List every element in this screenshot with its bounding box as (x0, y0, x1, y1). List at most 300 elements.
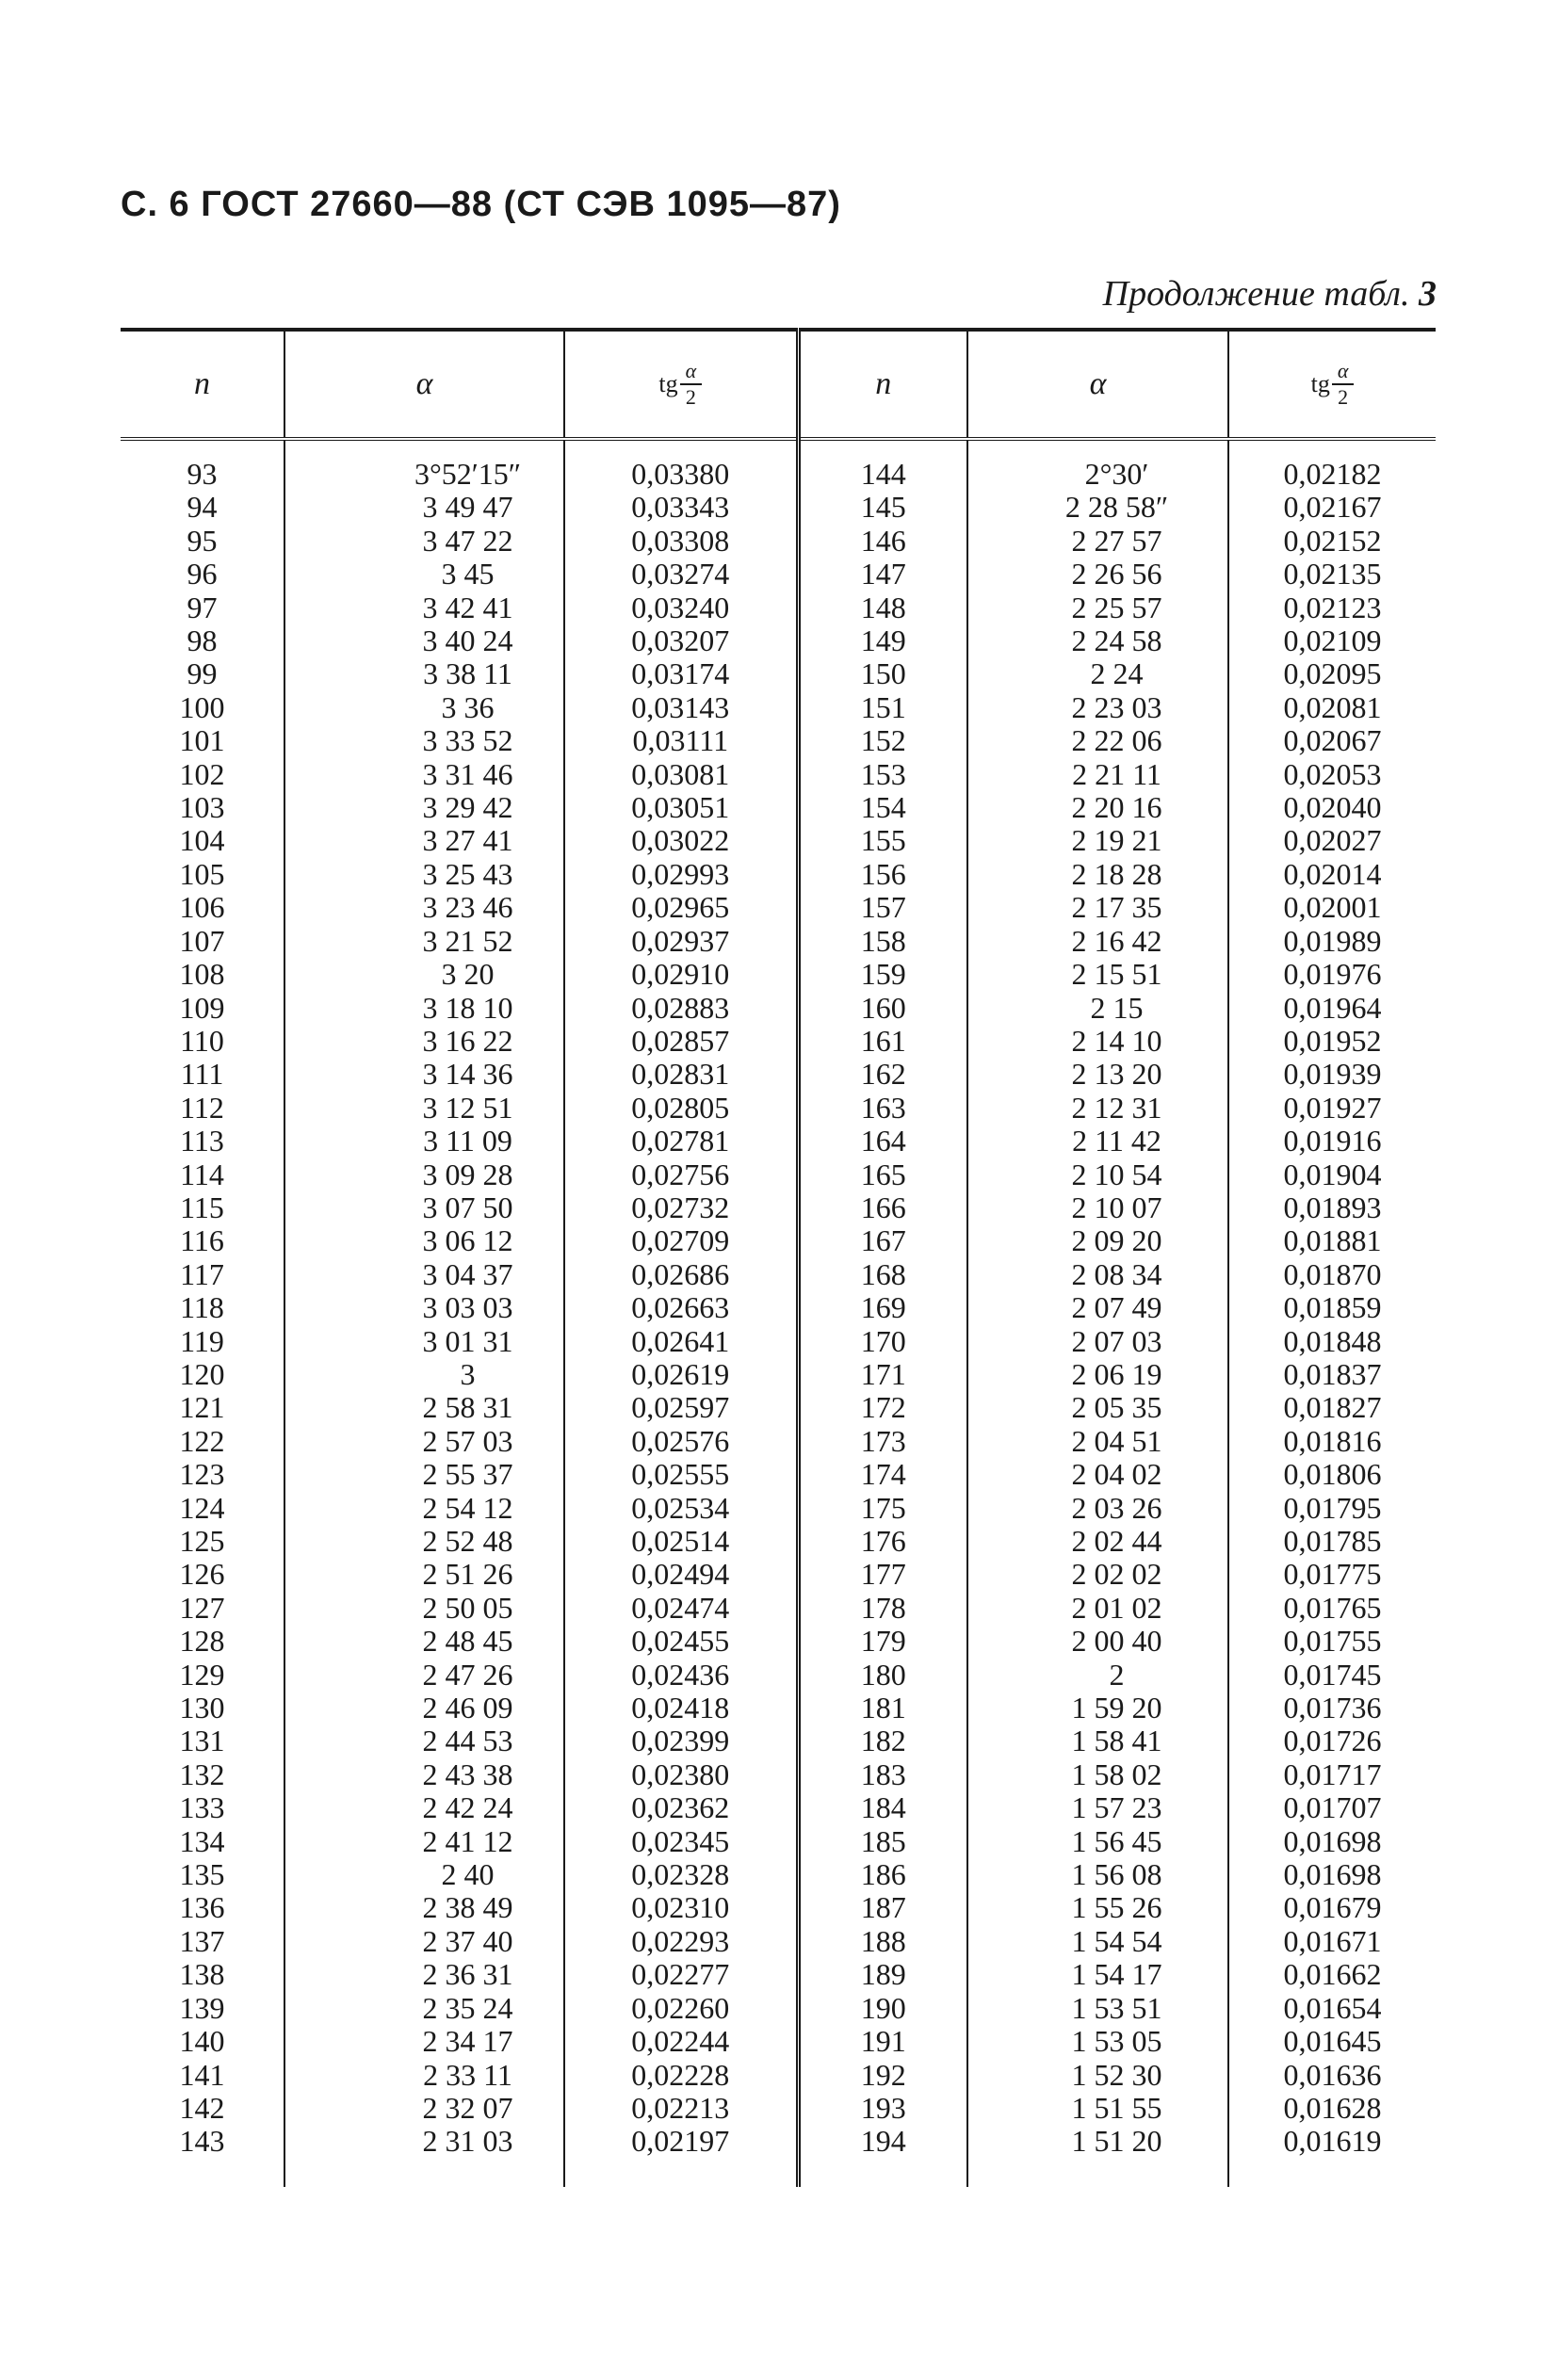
cell-tg-left: 0,02663 (564, 1291, 798, 1324)
cell-tg-right: 0,01755 (1283, 1624, 1382, 1659)
table-row (121, 2125, 1436, 2186)
cell-n-right: 187 (798, 1891, 967, 1924)
cell-alpha-left: 2 50 05 (284, 1592, 564, 1625)
table-row (121, 657, 1436, 690)
cell-tg-right: 0,01717 (1283, 1757, 1382, 1791)
cell-alpha-left: 3 12 51 (284, 1092, 564, 1125)
cell-tg-left: 0,02514 (564, 1525, 798, 1558)
cell-tg-left: 0,02686 (564, 1258, 798, 1291)
table-row (121, 891, 1436, 924)
cell-n-left: 105 (121, 858, 284, 891)
cell-alpha-left: 2 36 31 (284, 1958, 564, 1991)
table-row (121, 1825, 1436, 1858)
cell-tg-left: 0,02213 (564, 2092, 798, 2125)
cell-n-right: 173 (798, 1425, 967, 1458)
cell-alpha-left: 3 40 24 (284, 624, 564, 657)
table-row (121, 691, 1436, 724)
cell-tg-right: 0,02001 (1283, 890, 1382, 925)
cell-n-left: 142 (121, 2092, 284, 2125)
cell-tg-left: 0,02641 (564, 1325, 798, 1358)
table-caption (1103, 273, 1437, 315)
cell-alpha-right: 2°30′ (967, 439, 1228, 491)
cell-n-left: 103 (121, 791, 284, 824)
cell-alpha-right: 1 56 08 (967, 1858, 1228, 1891)
cell-n-right: 150 (798, 657, 967, 690)
cell-tg-right: 0,01679 (1283, 1890, 1382, 1925)
cell-tg-left: 0,02494 (564, 1558, 798, 1591)
cell-tg-left: 0,03081 (564, 758, 798, 791)
cell-alpha-left: 3 27 41 (284, 824, 564, 857)
table-row (121, 1791, 1436, 1824)
cell-tg-left: 0,02277 (564, 1958, 798, 1991)
cell-tg-right: 0,01904 (1283, 1157, 1382, 1191)
cell-n-left: 100 (121, 691, 284, 724)
cell-n-left: 136 (121, 1891, 284, 1924)
cell-n-left: 119 (121, 1325, 284, 1358)
cell-alpha-left: 3 21 52 (284, 925, 564, 958)
table-header (121, 330, 1436, 439)
cell-n-right: 192 (798, 2059, 967, 2092)
cell-tg-right: 0,01765 (1283, 1590, 1382, 1625)
cell-alpha-left: 2 37 40 (284, 1925, 564, 1958)
cell-alpha-left: 2 57 03 (284, 1425, 564, 1458)
cell-tg-left: 0,02260 (564, 1992, 798, 2025)
cell-alpha-left: 3 25 43 (284, 858, 564, 891)
cell-tg-left: 0,03274 (564, 558, 798, 591)
cell-alpha-right: 2 21 11 (967, 758, 1228, 791)
cell-tg-right: 0,01698 (1283, 1823, 1382, 1858)
cell-tg-right: 0,01870 (1283, 1256, 1382, 1291)
cell-n-left: 115 (121, 1191, 284, 1224)
cell-tg-left: 0,02455 (564, 1625, 798, 1658)
cell-n-left: 102 (121, 758, 284, 791)
cell-alpha-right: 1 57 23 (967, 1791, 1228, 1824)
cell-alpha-right: 2 23 03 (967, 691, 1228, 724)
cell-alpha-right: 2 15 (967, 992, 1228, 1025)
cell-tg-left: 0,02555 (564, 1458, 798, 1491)
cell-tg-right: 0,02095 (1283, 656, 1382, 691)
cell-alpha-left: 3 18 10 (284, 992, 564, 1025)
cell-tg-right: 0,01645 (1283, 2024, 1382, 2059)
cell-alpha-left: 3 14 36 (284, 1058, 564, 1091)
table-row (121, 2059, 1436, 2092)
cell-alpha-right: 2 02 44 (967, 1525, 1228, 1558)
cell-n-left: 104 (121, 824, 284, 857)
fraction-denominator: 2 (1338, 385, 1349, 409)
table-row (121, 525, 1436, 558)
cell-n-right: 191 (798, 2025, 967, 2058)
cell-alpha-right: 2 20 16 (967, 791, 1228, 824)
table-row (121, 1258, 1436, 1291)
tg-label: tg (658, 370, 678, 397)
cell-tg-right: 0,01671 (1283, 1923, 1382, 1958)
cell-n-left: 117 (121, 1258, 284, 1291)
cell-n-right: 168 (798, 1258, 967, 1291)
cell-tg-right: 0,01859 (1283, 1290, 1382, 1325)
cell-alpha-left: 3 23 46 (284, 891, 564, 924)
cell-alpha-left: 3 49 47 (284, 491, 564, 524)
cell-tg-right: 0,01893 (1283, 1190, 1382, 1224)
cell-alpha-right: 1 53 05 (967, 2025, 1228, 2058)
cell-alpha-right: 1 55 26 (967, 1891, 1228, 1924)
cell-tg-right: 0,01964 (1283, 990, 1382, 1025)
cell-n-right: 165 (798, 1158, 967, 1191)
data-table (121, 328, 1436, 2187)
table-row (121, 791, 1436, 824)
cell-tg-right: 0,02081 (1283, 689, 1382, 724)
cell-alpha-left: 3 36 (284, 691, 564, 724)
cell-n-right: 170 (798, 1325, 967, 1358)
cell-n-right: 194 (798, 2125, 967, 2186)
cell-tg-left: 0,03111 (564, 724, 798, 757)
cell-tg-right: 0,01619 (1283, 2124, 1382, 2159)
cell-n-right: 179 (798, 1625, 967, 1658)
cell-n-right: 160 (798, 992, 967, 1025)
cell-tg-left: 0,02857 (564, 1025, 798, 1058)
cell-alpha-right: 2 07 03 (967, 1325, 1228, 1358)
cell-n-left: 130 (121, 1692, 284, 1724)
cell-tg-left: 0,02756 (564, 1158, 798, 1191)
cell-alpha-left: 3 20 (284, 958, 564, 991)
table-row (121, 1158, 1436, 1191)
cell-tg-left: 0,02228 (564, 2059, 798, 2092)
cell-n-left: 134 (121, 1825, 284, 1858)
table-row (121, 992, 1436, 1025)
cell-n-right: 155 (798, 824, 967, 857)
cell-alpha-right: 2 15 51 (967, 958, 1228, 991)
table-row (121, 2025, 1436, 2058)
table-row (121, 1058, 1436, 1091)
cell-n-left: 120 (121, 1358, 284, 1391)
cell-n-left: 122 (121, 1425, 284, 1458)
cell-tg-left: 0,02418 (564, 1692, 798, 1724)
table-row (121, 1659, 1436, 1692)
caption-text: Продолжение табл. (1102, 274, 1410, 314)
cell-alpha-left: 2 38 49 (284, 1891, 564, 1924)
cell-alpha-left: 3 16 22 (284, 1025, 564, 1058)
cell-tg-left: 0,02399 (564, 1724, 798, 1757)
cell-tg-left: 0,03051 (564, 791, 798, 824)
cell-alpha-right: 2 06 19 (967, 1358, 1228, 1391)
cell-tg-right: 0,01654 (1283, 1990, 1382, 2025)
cell-alpha-right: 2 02 02 (967, 1558, 1228, 1591)
cell-alpha-left: 3°52′15″ (284, 439, 564, 491)
cell-alpha-right: 1 51 20 (967, 2125, 1228, 2186)
page-header: С. 6 ГОСТ 27660—88 (СТ СЭВ 1095—87) (121, 185, 841, 224)
cell-n-right: 152 (798, 724, 967, 757)
table-row (121, 1992, 1436, 2025)
cell-alpha-right: 2 25 57 (967, 591, 1228, 624)
cell-n-left: 113 (121, 1125, 284, 1158)
cell-alpha-left: 2 34 17 (284, 2025, 564, 2058)
cell-alpha-left: 3 (284, 1358, 564, 1391)
cell-n-left: 133 (121, 1791, 284, 1824)
table-row (121, 1958, 1436, 1991)
cell-n-left: 128 (121, 1625, 284, 1658)
cell-tg-left: 0,02328 (564, 1858, 798, 1891)
cell-tg-left: 0,02910 (564, 958, 798, 991)
cell-n-left: 143 (121, 2125, 284, 2186)
cell-tg-left: 0,02937 (564, 925, 798, 958)
cell-tg-left: 0,03174 (564, 657, 798, 690)
cell-alpha-left: 2 43 38 (284, 1758, 564, 1791)
cell-n-left: 94 (121, 491, 284, 524)
cell-alpha-left: 2 44 53 (284, 1724, 564, 1757)
cell-tg-left: 0,02732 (564, 1191, 798, 1224)
table-row (121, 1458, 1436, 1491)
cell-tg-right: 0,01726 (1283, 1724, 1382, 1758)
table-row (121, 724, 1436, 757)
cell-tg-right: 0,01662 (1283, 1957, 1382, 1992)
cell-tg-right: 0,01916 (1283, 1124, 1382, 1158)
table-row (121, 1692, 1436, 1724)
cell-alpha-left: 2 33 11 (284, 2059, 564, 2092)
table-row (121, 824, 1436, 857)
cell-alpha-right: 1 51 55 (967, 2092, 1228, 2125)
cell-alpha-right: 2 26 56 (967, 558, 1228, 591)
half-alpha-fraction (680, 359, 703, 410)
cell-n-left: 132 (121, 1758, 284, 1791)
cell-alpha-right: 2 16 42 (967, 925, 1228, 958)
cell-tg-right: 0,01816 (1283, 1423, 1382, 1458)
table-row (121, 624, 1436, 657)
cell-alpha-right: 2 10 54 (967, 1158, 1228, 1191)
cell-n-right: 151 (798, 691, 967, 724)
cell-alpha-left: 2 35 24 (284, 1992, 564, 2025)
cell-alpha-left: 2 51 26 (284, 1558, 564, 1591)
cell-tg-left: 0,02380 (564, 1758, 798, 1791)
cell-tg-left: 0,03343 (564, 491, 798, 524)
cell-alpha-right: 2 24 (967, 657, 1228, 690)
cell-alpha-left: 3 04 37 (284, 1258, 564, 1291)
cell-alpha-right: 1 59 20 (967, 1692, 1228, 1724)
cell-tg-left: 0,03143 (564, 691, 798, 724)
cell-tg-left: 0,02474 (564, 1592, 798, 1625)
cell-n-left: 131 (121, 1724, 284, 1757)
table-row (121, 858, 1436, 891)
cell-alpha-right: 2 08 34 (967, 1258, 1228, 1291)
cell-tg-right: 0,01636 (1283, 2057, 1382, 2092)
cell-tg-left: 0,02197 (564, 2125, 798, 2186)
table-row (121, 1492, 1436, 1525)
fraction-numerator: α (1332, 359, 1355, 385)
cell-n-right: 182 (798, 1724, 967, 1757)
cell-n-left: 137 (121, 1925, 284, 1958)
tg-label: tg (1310, 370, 1330, 397)
cell-n-left: 107 (121, 925, 284, 958)
cell-alpha-right: 2 12 31 (967, 1092, 1228, 1125)
cell-n-right: 167 (798, 1224, 967, 1257)
cell-n-right: 180 (798, 1659, 967, 1692)
cell-alpha-right: 2 13 20 (967, 1058, 1228, 1091)
cell-alpha-right: 2 11 42 (967, 1125, 1228, 1158)
cell-n-left: 106 (121, 891, 284, 924)
cell-n-left: 116 (121, 1224, 284, 1257)
table-row (121, 1125, 1436, 1158)
cell-alpha-right: 1 52 30 (967, 2059, 1228, 2092)
cell-tg-left: 0,02436 (564, 1659, 798, 1692)
cell-tg-left: 0,02883 (564, 992, 798, 1025)
table-row (121, 1592, 1436, 1625)
cell-alpha-right: 2 (967, 1659, 1228, 1692)
cell-n-left: 95 (121, 525, 284, 558)
cell-alpha-left: 2 32 07 (284, 2092, 564, 2125)
cell-n-right: 178 (798, 1592, 967, 1625)
table-row (121, 1191, 1436, 1224)
column-header-alpha-right: α (967, 330, 1228, 439)
cell-tg-left: 0,02709 (564, 1224, 798, 1257)
table-row (121, 558, 1436, 591)
cell-n-left: 112 (121, 1092, 284, 1125)
cell-alpha-right: 1 53 51 (967, 1992, 1228, 2025)
cell-alpha-right: 2 19 21 (967, 824, 1228, 857)
cell-alpha-right: 2 28 58″ (967, 491, 1228, 524)
cell-tg-right: 0,01698 (1283, 1857, 1382, 1892)
cell-tg-right: 0,02135 (1283, 557, 1382, 591)
table-row (121, 1625, 1436, 1658)
cell-alpha-left: 2 31 03 (284, 2125, 564, 2186)
table-row (121, 491, 1436, 524)
cell-tg-right: 0,01881 (1283, 1223, 1382, 1258)
cell-n-right: 177 (798, 1558, 967, 1591)
cell-n-right: 158 (798, 925, 967, 958)
cell-n-left: 101 (121, 724, 284, 757)
table-row (121, 925, 1436, 958)
cell-n-left: 98 (121, 624, 284, 657)
table-row (121, 439, 1436, 491)
cell-n-left: 97 (121, 591, 284, 624)
cell-n-left: 138 (121, 1958, 284, 1991)
cell-tg-right: 0,02053 (1283, 756, 1382, 791)
cell-tg-left: 0,02362 (564, 1791, 798, 1824)
cell-n-left: 99 (121, 657, 284, 690)
cell-n-right: 156 (798, 858, 967, 891)
cell-tg-right: 0,01707 (1283, 1790, 1382, 1825)
cell-tg-left: 0,02244 (564, 2025, 798, 2058)
cell-alpha-left: 2 48 45 (284, 1625, 564, 1658)
cell-tg-right: 0,02040 (1283, 790, 1382, 825)
cell-n-right: 144 (798, 439, 967, 491)
table-row (121, 1858, 1436, 1891)
cell-n-right: 146 (798, 525, 967, 558)
cell-alpha-right: 2 05 35 (967, 1391, 1228, 1424)
cell-n-left: 96 (121, 558, 284, 591)
cell-tg-left: 0,03207 (564, 624, 798, 657)
column-header-tg-right (1228, 330, 1436, 439)
table-row (121, 1025, 1436, 1058)
table-row (121, 1391, 1436, 1424)
cell-n-right: 157 (798, 891, 967, 924)
cell-tg-left: 0,03240 (564, 591, 798, 624)
cell-tg-right: 0,01989 (1283, 923, 1382, 958)
cell-alpha-left: 3 33 52 (284, 724, 564, 757)
cell-n-right: 162 (798, 1058, 967, 1091)
cell-alpha-left: 3 01 31 (284, 1325, 564, 1358)
cell-tg-right: 0,01806 (1283, 1457, 1382, 1492)
cell-n-right: 145 (798, 491, 967, 524)
cell-alpha-right: 2 27 57 (967, 525, 1228, 558)
cell-alpha-right: 2 03 26 (967, 1492, 1228, 1525)
half-alpha-fraction (1332, 359, 1355, 410)
cell-tg-right: 0,01848 (1283, 1323, 1382, 1358)
cell-n-right: 166 (798, 1191, 967, 1224)
cell-n-right: 193 (798, 2092, 967, 2125)
column-header-n-left: n (121, 330, 284, 439)
cell-alpha-left: 3 03 03 (284, 1291, 564, 1324)
cell-n-right: 183 (798, 1758, 967, 1791)
cell-alpha-right: 2 24 58 (967, 624, 1228, 657)
cell-n-left: 140 (121, 2025, 284, 2058)
cell-tg-left: 0,02781 (564, 1125, 798, 1158)
cell-tg-right: 0,01785 (1283, 1524, 1382, 1558)
cell-alpha-right: 2 18 28 (967, 858, 1228, 891)
cell-n-right: 188 (798, 1925, 967, 1958)
cell-alpha-left: 3 11 09 (284, 1125, 564, 1158)
cell-n-left: 114 (121, 1158, 284, 1191)
cell-n-left: 135 (121, 1858, 284, 1891)
cell-tg-left: 0,02576 (564, 1425, 798, 1458)
table-row (121, 1291, 1436, 1324)
table-row (121, 2092, 1436, 2125)
column-header-tg-left (564, 330, 798, 439)
table-row (121, 1724, 1436, 1757)
cell-alpha-right: 2 09 20 (967, 1224, 1228, 1257)
cell-alpha-right: 2 01 02 (967, 1592, 1228, 1625)
cell-n-right: 164 (798, 1125, 967, 1158)
cell-n-right: 159 (798, 958, 967, 991)
cell-alpha-left: 2 52 48 (284, 1525, 564, 1558)
cell-alpha-right: 1 54 17 (967, 1958, 1228, 1991)
cell-tg-right: 0,02109 (1283, 623, 1382, 658)
cell-tg-right: 0,02182 (1283, 457, 1382, 491)
cell-n-right: 169 (798, 1291, 967, 1324)
cell-n-right: 161 (798, 1025, 967, 1058)
table-row (121, 1425, 1436, 1458)
cell-n-right: 175 (798, 1492, 967, 1525)
cell-tg-right: 0,01795 (1283, 1490, 1382, 1525)
cell-alpha-left: 3 09 28 (284, 1158, 564, 1191)
cell-alpha-right: 2 10 07 (967, 1191, 1228, 1224)
cell-alpha-right: 1 58 41 (967, 1724, 1228, 1757)
cell-alpha-left: 2 55 37 (284, 1458, 564, 1491)
table-row (121, 1525, 1436, 1558)
table-row (121, 1758, 1436, 1791)
cell-alpha-left: 3 45 (284, 558, 564, 591)
cell-tg-left: 0,02310 (564, 1891, 798, 1924)
fraction-numerator: α (680, 359, 703, 385)
cell-tg-left: 0,02993 (564, 858, 798, 891)
cell-n-left: 125 (121, 1525, 284, 1558)
cell-tg-right: 0,01952 (1283, 1023, 1382, 1058)
cell-tg-left: 0,02345 (564, 1825, 798, 1858)
cell-alpha-left: 3 29 42 (284, 791, 564, 824)
table-row (121, 1558, 1436, 1591)
cell-n-right: 185 (798, 1825, 967, 1858)
cell-alpha-left: 2 46 09 (284, 1692, 564, 1724)
table-row (121, 1325, 1436, 1358)
cell-tg-right: 0,02152 (1283, 523, 1382, 558)
cell-tg-right: 0,01628 (1283, 2090, 1382, 2125)
cell-alpha-left: 2 42 24 (284, 1791, 564, 1824)
cell-alpha-right: 1 56 45 (967, 1825, 1228, 1858)
cell-tg-right: 0,01837 (1283, 1356, 1382, 1391)
table-row (121, 1092, 1436, 1125)
cell-n-left: 141 (121, 2059, 284, 2092)
cell-tg-left: 0,02831 (564, 1058, 798, 1091)
cell-tg-right: 0,01927 (1283, 1090, 1382, 1125)
cell-n-left: 124 (121, 1492, 284, 1525)
cell-tg-right: 0,01745 (1283, 1657, 1382, 1692)
